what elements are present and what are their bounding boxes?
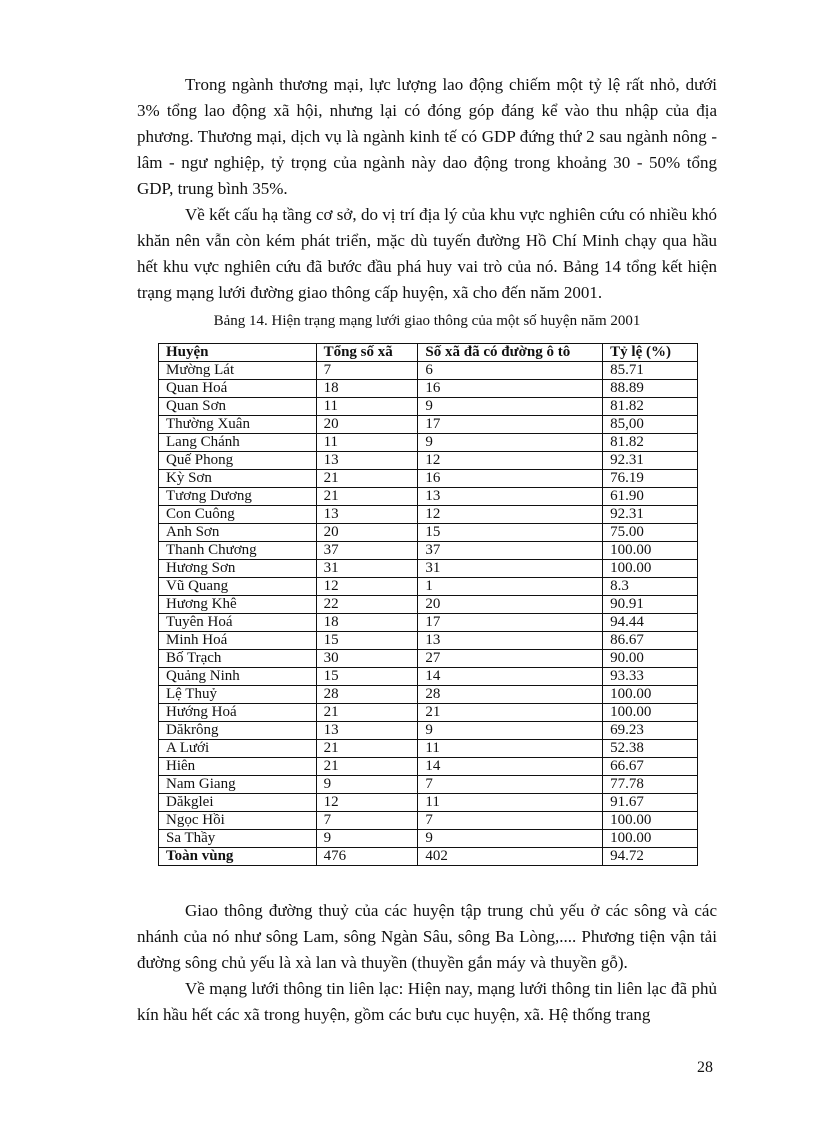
cell-district: Ngọc Hồi <box>159 812 317 830</box>
cell-district: Quan Sơn <box>159 398 317 416</box>
cell-total-communes: 21 <box>316 740 418 758</box>
cell-communes-with-road: 12 <box>418 506 603 524</box>
cell-district: Con Cuông <box>159 506 317 524</box>
cell-communes-with-road: 11 <box>418 740 603 758</box>
cell-total-communes: 37 <box>316 542 418 560</box>
cell-ratio: 76.19 <box>603 470 698 488</box>
cell-communes-with-road: 17 <box>418 614 603 632</box>
cell-ratio: 81.82 <box>603 398 698 416</box>
cell-district: Mường Lát <box>159 362 317 380</box>
cell-total-communes: 21 <box>316 704 418 722</box>
cell-ratio: 85.71 <box>603 362 698 380</box>
cell-district: Thường Xuân <box>159 416 317 434</box>
cell-communes-with-road: 7 <box>418 776 603 794</box>
cell-district: Vũ Quang <box>159 578 317 596</box>
cell-communes-with-road: 13 <box>418 488 603 506</box>
table-row <box>159 668 698 686</box>
cell-total-communes: 20 <box>316 416 418 434</box>
cell-ratio: 93.33 <box>603 668 698 686</box>
cell-ratio: 8.3 <box>603 578 698 596</box>
cell-ratio: 91.67 <box>603 794 698 812</box>
cell-communes-with-road: 14 <box>418 758 603 776</box>
cell-total-communes: 21 <box>316 758 418 776</box>
cell-ratio: 92.31 <box>603 506 698 524</box>
cell-district: A Lưới <box>159 740 317 758</box>
paragraph-waterway: Giao thông đường thuỷ của các huyện tập trung chủ yếu ở các sông và các nhánh của nó như sông Lam, sông Ngàn Sâu, sông Ba Lòng,.... Phương tiện vận tải đường sông chủ yếu là xà lan và thuyền (thuyền gắn máy và thuyền gỗ). <box>137 901 717 972</box>
cell-ratio: 94.44 <box>603 614 698 632</box>
cell-total-communes: 7 <box>316 812 418 830</box>
cell-communes-with-road: 7 <box>418 812 603 830</box>
table-row <box>159 632 698 650</box>
cell-total-communes: 21 <box>316 488 418 506</box>
total-with-road: 402 <box>418 848 603 866</box>
cell-district: Lang Chánh <box>159 434 317 452</box>
cell-district: Nam Giang <box>159 776 317 794</box>
cell-total-communes: 18 <box>316 614 418 632</box>
cell-ratio: 100.00 <box>603 830 698 848</box>
cell-total-communes: 22 <box>316 596 418 614</box>
cell-total-communes: 7 <box>316 362 418 380</box>
table-row <box>159 434 698 452</box>
cell-district: Anh Sơn <box>159 524 317 542</box>
cell-district: Hương Khê <box>159 596 317 614</box>
table-body <box>159 362 698 848</box>
cell-total-communes: 28 <box>316 686 418 704</box>
cell-total-communes: 9 <box>316 830 418 848</box>
cell-communes-with-road: 28 <box>418 686 603 704</box>
cell-total-communes: 15 <box>316 632 418 650</box>
cell-communes-with-road: 27 <box>418 650 603 668</box>
cell-total-communes: 12 <box>316 578 418 596</box>
cell-total-communes: 21 <box>316 470 418 488</box>
cell-district: Lệ Thuỷ <box>159 686 317 704</box>
cell-district: Dăkrông <box>159 722 317 740</box>
cell-total-communes: 31 <box>316 560 418 578</box>
cell-ratio: 77.78 <box>603 776 698 794</box>
table-row <box>159 686 698 704</box>
cell-communes-with-road: 13 <box>418 632 603 650</box>
cell-district: Hương Sơn <box>159 560 317 578</box>
cell-communes-with-road: 11 <box>418 794 603 812</box>
table-row <box>159 362 698 380</box>
cell-communes-with-road: 9 <box>418 434 603 452</box>
cell-total-communes: 20 <box>316 524 418 542</box>
cell-total-communes: 11 <box>316 434 418 452</box>
cell-communes-with-road: 9 <box>418 830 603 848</box>
cell-ratio: 86.67 <box>603 632 698 650</box>
table-row <box>159 596 698 614</box>
table-row <box>159 542 698 560</box>
table-caption: Bảng 14. Hiện trạng mạng lưới giao thông của một số huyện năm 2001 <box>213 313 641 329</box>
cell-district: Sa Thầy <box>159 830 317 848</box>
cell-total-communes: 30 <box>316 650 418 668</box>
cell-communes-with-road: 20 <box>418 596 603 614</box>
cell-district: Hiên <box>159 758 317 776</box>
cell-district: Kỳ Sơn <box>159 470 317 488</box>
table-row <box>159 650 698 668</box>
cell-district: Minh Hoá <box>159 632 317 650</box>
cell-ratio: 100.00 <box>603 560 698 578</box>
cell-district: Thanh Chương <box>159 542 317 560</box>
table-row <box>159 722 698 740</box>
table-row <box>159 740 698 758</box>
cell-district: Quế Phong <box>159 452 317 470</box>
cell-communes-with-road: 16 <box>418 380 603 398</box>
cell-communes-with-road: 6 <box>418 362 603 380</box>
table-row <box>159 794 698 812</box>
table-row <box>159 452 698 470</box>
header-district: Huyện <box>159 344 317 362</box>
cell-total-communes: 13 <box>316 722 418 740</box>
table-row <box>159 380 698 398</box>
table-row <box>159 560 698 578</box>
paragraph-trade: Trong ngành thương mại, lực lượng lao động chiếm một tỷ lệ rất nhỏ, dưới 3% tổng lao động xã hội, nhưng lại có đóng góp đáng kể vào thu nhập của địa phương. Thương mại, dịch vụ là ngành kinh tế có GDP đứng thứ 2 sau ngành nông - lâm - ngư nghiệp, tỷ trọng của ngành này dao động trong khoảng 30 - 50% tổng GDP, trung bình 35%. <box>137 75 717 198</box>
cell-ratio: 85,00 <box>603 416 698 434</box>
cell-ratio: 69.23 <box>603 722 698 740</box>
cell-ratio: 61.90 <box>603 488 698 506</box>
cell-communes-with-road: 12 <box>418 452 603 470</box>
cell-ratio: 90.91 <box>603 596 698 614</box>
paragraph-communication: Về mạng lưới thông tin liên lạc: Hiện nay, mạng lưới thông tin liên lạc đã phủ kín hầu hết các xã trong huyện, gồm các bưu cục huyện, xã. Hệ thống trang <box>137 979 717 1024</box>
cell-district: Tuyên Hoá <box>159 614 317 632</box>
table-row <box>159 704 698 722</box>
table-row <box>159 488 698 506</box>
table-row <box>159 416 698 434</box>
cell-ratio: 90.00 <box>603 650 698 668</box>
cell-ratio: 81.82 <box>603 434 698 452</box>
cell-total-communes: 12 <box>316 794 418 812</box>
cell-total-communes: 13 <box>316 452 418 470</box>
cell-communes-with-road: 1 <box>418 578 603 596</box>
cell-communes-with-road: 16 <box>418 470 603 488</box>
cell-district: Dăkglei <box>159 794 317 812</box>
cell-ratio: 100.00 <box>603 686 698 704</box>
cell-ratio: 100.00 <box>603 812 698 830</box>
cell-total-communes: 13 <box>316 506 418 524</box>
table-row <box>159 614 698 632</box>
cell-district: Quan Hoá <box>159 380 317 398</box>
header-total-communes: Tổng số xã <box>316 344 418 362</box>
total-communes: 476 <box>316 848 418 866</box>
cell-ratio: 100.00 <box>603 704 698 722</box>
cell-ratio: 92.31 <box>603 452 698 470</box>
transport-network-table <box>158 343 698 866</box>
cell-ratio: 75.00 <box>603 524 698 542</box>
cell-total-communes: 11 <box>316 398 418 416</box>
cell-communes-with-road: 9 <box>418 722 603 740</box>
table-header-row <box>159 344 698 362</box>
paragraph-infrastructure: Về kết cấu hạ tầng cơ sở, do vị trí địa lý của khu vực nghiên cứu có nhiều khó khăn nên vẫn còn kém phát triển, mặc dù tuyến đường Hồ Chí Minh chạy qua hầu hết khu vực nghiên cứu đã bước đầu phá huy vai trò của nó. Bảng 14 tổng kết hiện trạng mạng lưới đường giao thông cấp huyện, xã cho đến năm 2001. <box>137 205 717 302</box>
total-label: Toàn vùng <box>159 848 317 866</box>
table-row <box>159 578 698 596</box>
cell-total-communes: 9 <box>316 776 418 794</box>
table-total-row <box>159 848 698 866</box>
cell-total-communes: 15 <box>316 668 418 686</box>
cell-ratio: 66.67 <box>603 758 698 776</box>
cell-total-communes: 18 <box>316 380 418 398</box>
cell-communes-with-road: 9 <box>418 398 603 416</box>
cell-communes-with-road: 15 <box>418 524 603 542</box>
cell-communes-with-road: 14 <box>418 668 603 686</box>
header-ratio: Tỷ lệ (%) <box>603 344 698 362</box>
table-row <box>159 812 698 830</box>
cell-district: Bố Trạch <box>159 650 317 668</box>
cell-ratio: 100.00 <box>603 542 698 560</box>
total-ratio: 94.72 <box>603 848 698 866</box>
table-row <box>159 470 698 488</box>
header-communes-with-road: Số xã đã có đường ô tô <box>418 344 603 362</box>
cell-communes-with-road: 31 <box>418 560 603 578</box>
table-row <box>159 506 698 524</box>
table-row <box>159 830 698 848</box>
cell-communes-with-road: 21 <box>418 704 603 722</box>
cell-ratio: 52.38 <box>603 740 698 758</box>
page-number: 28 <box>697 1059 713 1076</box>
cell-ratio: 88.89 <box>603 380 698 398</box>
table-row <box>159 776 698 794</box>
cell-district: Hướng Hoá <box>159 704 317 722</box>
table-row <box>159 758 698 776</box>
cell-communes-with-road: 37 <box>418 542 603 560</box>
cell-district: Tương Dương <box>159 488 317 506</box>
table-row <box>159 524 698 542</box>
table-row <box>159 398 698 416</box>
cell-communes-with-road: 17 <box>418 416 603 434</box>
cell-district: Quảng Ninh <box>159 668 317 686</box>
